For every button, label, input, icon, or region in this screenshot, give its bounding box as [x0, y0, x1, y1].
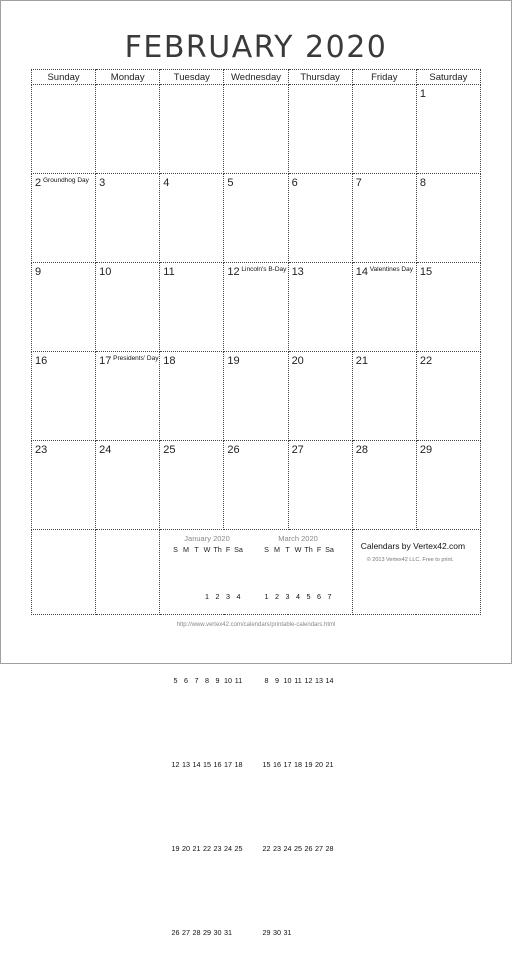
day-number: 1	[419, 88, 426, 100]
day-cell	[96, 352, 160, 441]
mini-day: 9	[215, 675, 220, 685]
weekday-header: Thursday	[288, 70, 352, 85]
day-cell	[352, 263, 416, 352]
mini-day: 25	[234, 843, 243, 853]
day-number: 4	[163, 177, 170, 189]
mini-day	[303, 890, 314, 974]
mini-weekday-header: Sa	[234, 544, 243, 554]
mini-day: 16	[273, 759, 282, 769]
mini-day: 21	[325, 759, 334, 769]
weekday-header: Friday	[352, 70, 416, 85]
weekday-header: Wednesday	[224, 70, 288, 85]
mini-day: 8	[264, 675, 269, 685]
day-number: 28	[355, 444, 368, 456]
mini-calendar	[170, 534, 244, 974]
mini-day: 19	[304, 759, 313, 769]
day-cell	[224, 85, 288, 174]
page-title: FEBRUARY 2020	[124, 30, 388, 65]
mini-day	[314, 890, 325, 974]
mini-weekday-header: T	[194, 544, 199, 554]
day-number: 6	[291, 177, 298, 189]
mini-weekday-header: F	[316, 544, 322, 554]
day-cell	[288, 441, 352, 530]
day-number: 19	[227, 355, 240, 367]
weekday-header-row	[32, 70, 481, 85]
mini-day: 13	[182, 759, 191, 769]
mini-day: 12	[171, 759, 180, 769]
mini-day: 22	[203, 843, 212, 853]
mini-weekday-header: Th	[213, 544, 222, 554]
day-cell	[416, 352, 480, 441]
mini-day: 9	[275, 675, 280, 685]
mini-day: 27	[182, 927, 191, 937]
day-number: 18	[163, 355, 176, 367]
day-number: 29	[419, 444, 433, 456]
day-cell	[160, 441, 224, 530]
holiday-label: Presidents' Day	[113, 355, 159, 362]
week-row	[32, 174, 481, 263]
mini-day: 25	[294, 843, 303, 853]
mini-weekday-header: T	[285, 544, 290, 554]
mini-day: 11	[294, 675, 302, 685]
mini-day: 28	[192, 927, 201, 937]
mini-day: 2	[215, 591, 220, 601]
day-cell	[160, 263, 224, 352]
day-number: 10	[99, 266, 112, 278]
mini-weekday-header: S	[173, 544, 178, 554]
day-cell	[288, 352, 352, 441]
day-cell	[96, 85, 160, 174]
mini-day: 10	[224, 675, 233, 685]
day-cell	[32, 352, 96, 441]
day-cell	[96, 263, 160, 352]
mini-day: 18	[234, 759, 243, 769]
mini-day: 30	[273, 927, 282, 937]
mini-day	[293, 890, 304, 974]
day-cell	[32, 174, 96, 263]
mini-day: 16	[213, 759, 222, 769]
day-cell	[416, 263, 480, 352]
mini-day: 5	[173, 675, 178, 685]
holiday-label: Valentines Day	[369, 266, 413, 273]
mini-weekday-header: M	[274, 544, 281, 554]
mini-day: 12	[304, 675, 313, 685]
day-cell	[32, 441, 96, 530]
mini-day: 27	[315, 843, 324, 853]
day-number: 25	[163, 444, 176, 456]
mini-day: 17	[283, 759, 292, 769]
mini-day: 14	[192, 759, 201, 769]
mini-day: 20	[315, 759, 324, 769]
day-number: 17	[99, 355, 112, 367]
day-cell	[160, 85, 224, 174]
footer-url[interactable]: http://www.vertex42.com/calendars/printable-calendars.html	[176, 622, 336, 628]
mini-day: 1	[205, 591, 210, 601]
holiday-label: Lincoln's B-Day	[241, 266, 287, 273]
mini-day: 6	[184, 675, 189, 685]
day-cell	[96, 174, 160, 263]
mini-calendar-title: March 2020	[278, 534, 318, 543]
mini-day	[233, 890, 244, 974]
day-number: 22	[419, 355, 433, 367]
mini-day: 1	[264, 591, 269, 601]
day-cell	[224, 263, 288, 352]
mini-day: 23	[213, 843, 222, 853]
day-cell	[224, 174, 288, 263]
day-cell	[32, 263, 96, 352]
mini-calendar	[261, 534, 335, 974]
mini-weekday-header: W	[203, 544, 211, 554]
brand-cell	[352, 530, 480, 615]
day-cell	[352, 352, 416, 441]
mini-day: 23	[273, 843, 282, 853]
mini-day: 19	[171, 843, 180, 853]
mini-day	[324, 890, 335, 974]
day-number: 7	[355, 177, 362, 189]
day-cell	[416, 174, 480, 263]
mini-day: 29	[203, 927, 212, 937]
empty-cell	[32, 530, 96, 615]
day-cell	[224, 352, 288, 441]
day-number: 11	[163, 266, 175, 278]
mini-day: 21	[192, 843, 201, 853]
mini-weekday-header: Sa	[325, 544, 334, 554]
day-number: 15	[419, 266, 433, 278]
day-number: 9	[35, 266, 42, 278]
day-number: 12	[227, 266, 240, 278]
mini-weekday-header: F	[225, 544, 231, 554]
mini-day: 29	[262, 927, 271, 937]
week-row	[32, 441, 481, 530]
day-number: 5	[227, 177, 234, 189]
day-cell	[288, 263, 352, 352]
day-cell	[160, 352, 224, 441]
mini-day: 26	[171, 927, 180, 937]
mini-day: 31	[224, 927, 233, 937]
day-cell	[288, 174, 352, 263]
mini-day: 13	[315, 675, 324, 685]
mini-day: 15	[262, 759, 271, 769]
week-row	[32, 352, 481, 441]
empty-cell	[96, 530, 160, 615]
day-cell	[352, 174, 416, 263]
day-number: 13	[291, 266, 304, 278]
day-number: 8	[419, 177, 426, 189]
mini-weekday-header: S	[264, 544, 269, 554]
mini-day: 20	[182, 843, 191, 853]
footer-row	[32, 530, 481, 615]
mini-day: 26	[304, 843, 313, 853]
mini-day: 7	[327, 591, 332, 601]
mini-day: 24	[224, 843, 233, 853]
mini-day: 24	[283, 843, 292, 853]
day-number: 3	[99, 177, 106, 189]
mini-day: 28	[325, 843, 334, 853]
day-number: 24	[99, 444, 112, 456]
day-number: 16	[35, 355, 48, 367]
holiday-label: Groundhog Day	[43, 177, 89, 184]
mini-day: 3	[226, 591, 231, 601]
day-number: 14	[355, 266, 368, 278]
mini-day: 3	[285, 591, 290, 601]
mini-day: 18	[294, 759, 303, 769]
day-number: 23	[35, 444, 48, 456]
mini-day: 6	[317, 591, 322, 601]
mini-day: 22	[262, 843, 271, 853]
day-number: 2	[35, 177, 42, 189]
day-number: 21	[355, 355, 368, 367]
mini-weekday-header: M	[183, 544, 190, 554]
day-cell	[96, 441, 160, 530]
weekday-header: Tuesday	[160, 70, 224, 85]
copyright-note: © 2013 Vertex42 LLC. Free to print.	[366, 557, 454, 563]
weekday-header: Monday	[96, 70, 160, 85]
day-number: 20	[291, 355, 304, 367]
mini-day: 11	[234, 675, 243, 685]
day-cell	[224, 441, 288, 530]
day-cell	[32, 85, 96, 174]
mini-day: 8	[205, 675, 210, 685]
week-row	[32, 85, 481, 174]
weekday-header: Sunday	[32, 70, 96, 85]
mini-day: 2	[275, 591, 280, 601]
week-row	[32, 263, 481, 352]
day-number: 27	[291, 444, 304, 456]
mini-day: 30	[213, 927, 222, 937]
mini-day: 10	[283, 675, 292, 685]
mini-day: 31	[283, 927, 292, 937]
mini-day: 14	[325, 675, 334, 685]
day-cell	[352, 441, 416, 530]
mini-calendar-title: January 2020	[184, 534, 230, 543]
mini-day: 5	[306, 591, 311, 601]
mini-weekday-header: W	[294, 544, 302, 554]
mini-day: 4	[236, 591, 241, 601]
day-cell	[352, 85, 416, 174]
mini-day: 15	[203, 759, 212, 769]
day-cell	[160, 174, 224, 263]
brand-link[interactable]: Calendars by Vertex42.com	[360, 541, 466, 551]
mini-weekday-header: Th	[304, 544, 313, 554]
day-number: 26	[227, 444, 240, 456]
day-cell	[416, 441, 480, 530]
weekday-header: Saturday	[416, 70, 480, 85]
day-cell	[416, 85, 480, 174]
day-cell	[288, 85, 352, 174]
mini-day: 7	[194, 675, 199, 685]
mini-day: 4	[296, 591, 301, 601]
mini-day: 17	[224, 759, 233, 769]
